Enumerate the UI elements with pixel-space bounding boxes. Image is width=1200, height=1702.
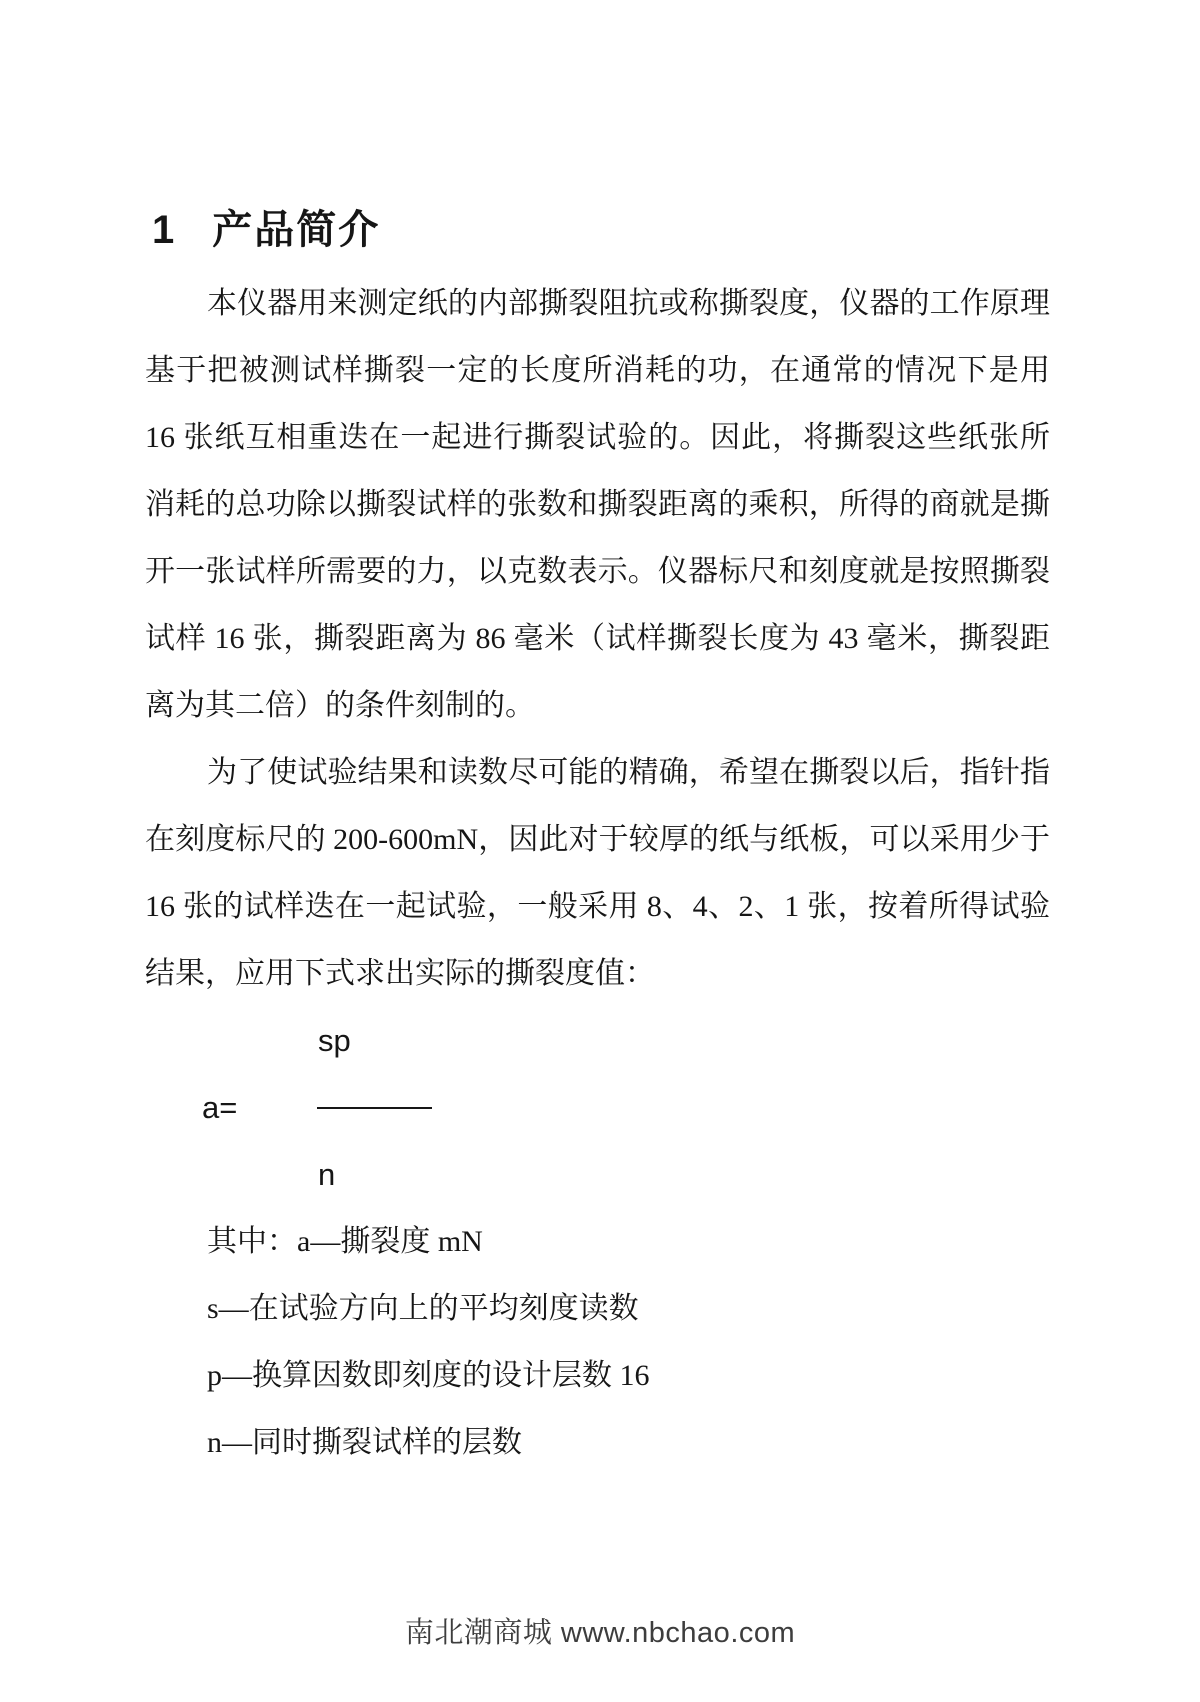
- paragraph-line: 为了使试验结果和读数尽可能的精确，希望在撕裂以后，指针指: [207, 756, 1050, 789]
- footer-watermark: 南北潮商城 www.nbchao.com: [404, 1617, 796, 1649]
- formula-equation: [145, 1074, 1050, 1141]
- paragraph-line: 离为其二倍）的条件刻制的。: [145, 689, 535, 722]
- page-title: 产品简介: [212, 208, 381, 252]
- definition-line: n—同时撕裂试样的层数: [207, 1426, 522, 1459]
- document-body: [145, 270, 1050, 1476]
- paragraph-line: 试样 16 张，撕裂距离为 86 毫米（试样撕裂长度为 43 毫米，撕裂距: [145, 622, 1050, 655]
- formula-denominator: n: [318, 1157, 336, 1192]
- paragraph-line: 开一张试样所需要的力，以克数表示。仪器标尺和刻度就是按照撕裂: [145, 555, 1050, 588]
- definition-line: s—在试验方向上的平均刻度读数: [207, 1292, 639, 1325]
- section-heading: [152, 206, 380, 254]
- paragraph-line: 本仪器用来测定纸的内部撕裂阻抗或称撕裂度，仪器的工作原理: [207, 287, 1050, 320]
- paragraph-line: 基于把被测试样撕裂一定的长度所消耗的功，在通常的情况下是用: [145, 354, 1050, 387]
- paragraph-line: 结果，应用下式求出实际的撕裂度值：: [145, 957, 655, 990]
- paragraph-line: 16 张的试样迭在一起试验，一般采用 8、4、2、1 张，按着所得试验: [145, 890, 1050, 923]
- definition-line: 其中：a—撕裂度 mN: [207, 1225, 483, 1258]
- paragraph-line: 16 张纸互相重迭在一起进行撕裂试验的。因此，将撕裂这些纸张所: [145, 421, 1050, 454]
- formula-numerator: sp: [318, 1023, 351, 1058]
- paragraph-line: 在刻度标尺的 200-600mN，因此对于较厚的纸与纸板，可以采用少于: [145, 823, 1050, 856]
- formula-lhs: a=: [202, 1090, 238, 1125]
- paragraph-line: 消耗的总功除以撕裂试样的张数和撕裂距离的乘积，所得的商就是撕: [145, 488, 1050, 521]
- fraction-bar: [317, 1107, 432, 1109]
- section-number: 1: [152, 208, 175, 252]
- definition-line: p—换算因数即刻度的设计层数 16: [207, 1359, 650, 1392]
